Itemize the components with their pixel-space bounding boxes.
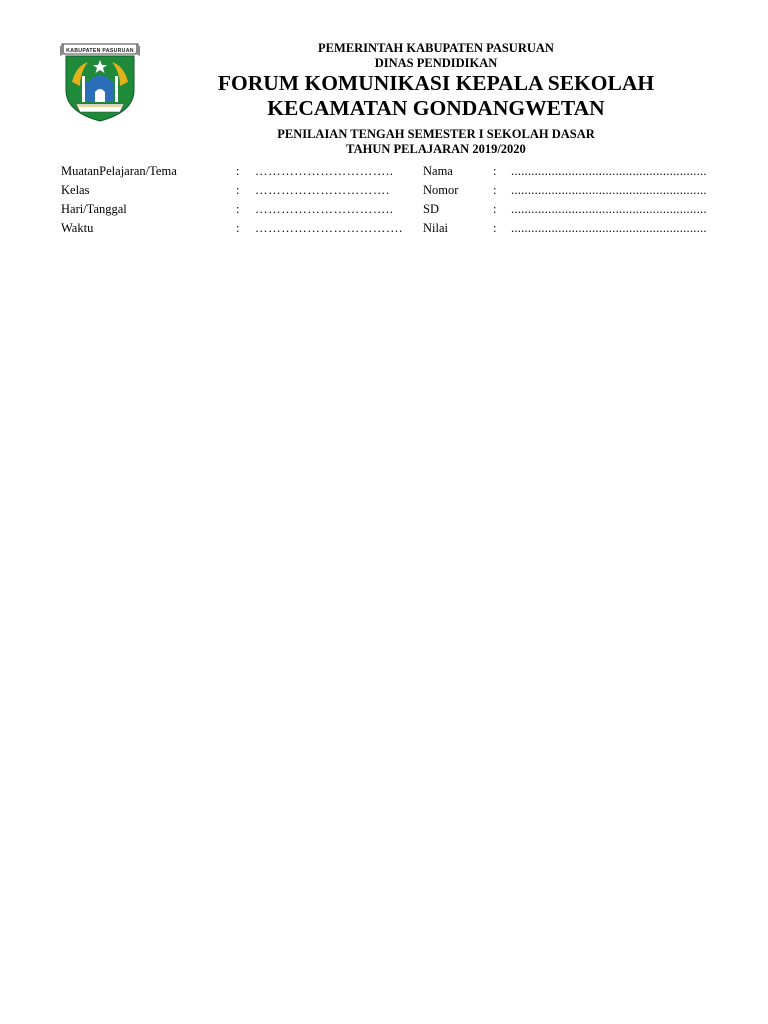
form-row [0, 181, 768, 199]
score-field[interactable]: .......................................................... [511, 221, 707, 235]
colon: : [236, 164, 240, 178]
academic-year: TAHUN PELAJARAN 2019/2020 [346, 142, 526, 156]
form-row [0, 162, 768, 180]
number-field[interactable]: .......................................................... [511, 183, 707, 197]
school-label: SD [423, 202, 439, 216]
form-row [0, 200, 768, 218]
department-name: DINAS PENDIDIKAN [374, 56, 498, 70]
colon: : [236, 221, 240, 235]
kabupaten-pasuruan-logo-icon [58, 42, 142, 122]
number-label: Nomor [423, 183, 459, 197]
exam-title: PENILAIAN TENGAH SEMESTER I SEKOLAH DASAR [277, 127, 595, 141]
subject-field[interactable]: ………………………….. [255, 164, 394, 178]
class-field[interactable]: …………………………. [255, 183, 390, 197]
svg-text:KABUPATEN PASURUAN: KABUPATEN PASURUAN [66, 48, 134, 54]
time-label: Waktu [61, 221, 94, 235]
colon: : [493, 202, 497, 216]
colon: : [493, 164, 497, 178]
school-field[interactable]: .......................................................... [511, 202, 707, 216]
day-date-field[interactable]: ………………………….. [255, 202, 394, 216]
colon: : [493, 221, 497, 235]
subject-label: MuatanPelajaran/Tema [61, 164, 177, 178]
day-date-label: Hari/Tanggal [61, 202, 127, 216]
name-field[interactable]: .......................................................... [511, 164, 707, 178]
colon: : [236, 202, 240, 216]
forum-title: FORUM KOMUNIKASI KEPALA SEKOLAH [217, 71, 655, 95]
letterhead [196, 41, 676, 157]
name-label: Nama [423, 164, 453, 178]
colon: : [493, 183, 497, 197]
district-title: KECAMATAN GONDANGWETAN [267, 96, 605, 120]
score-label: Nilai [423, 221, 448, 235]
class-label: Kelas [61, 183, 90, 197]
time-field[interactable]: ……………………………. [255, 221, 403, 235]
colon: : [236, 183, 240, 197]
government-name: PEMERINTAH KABUPATEN PASURUAN [318, 41, 554, 55]
form-row [0, 219, 768, 237]
